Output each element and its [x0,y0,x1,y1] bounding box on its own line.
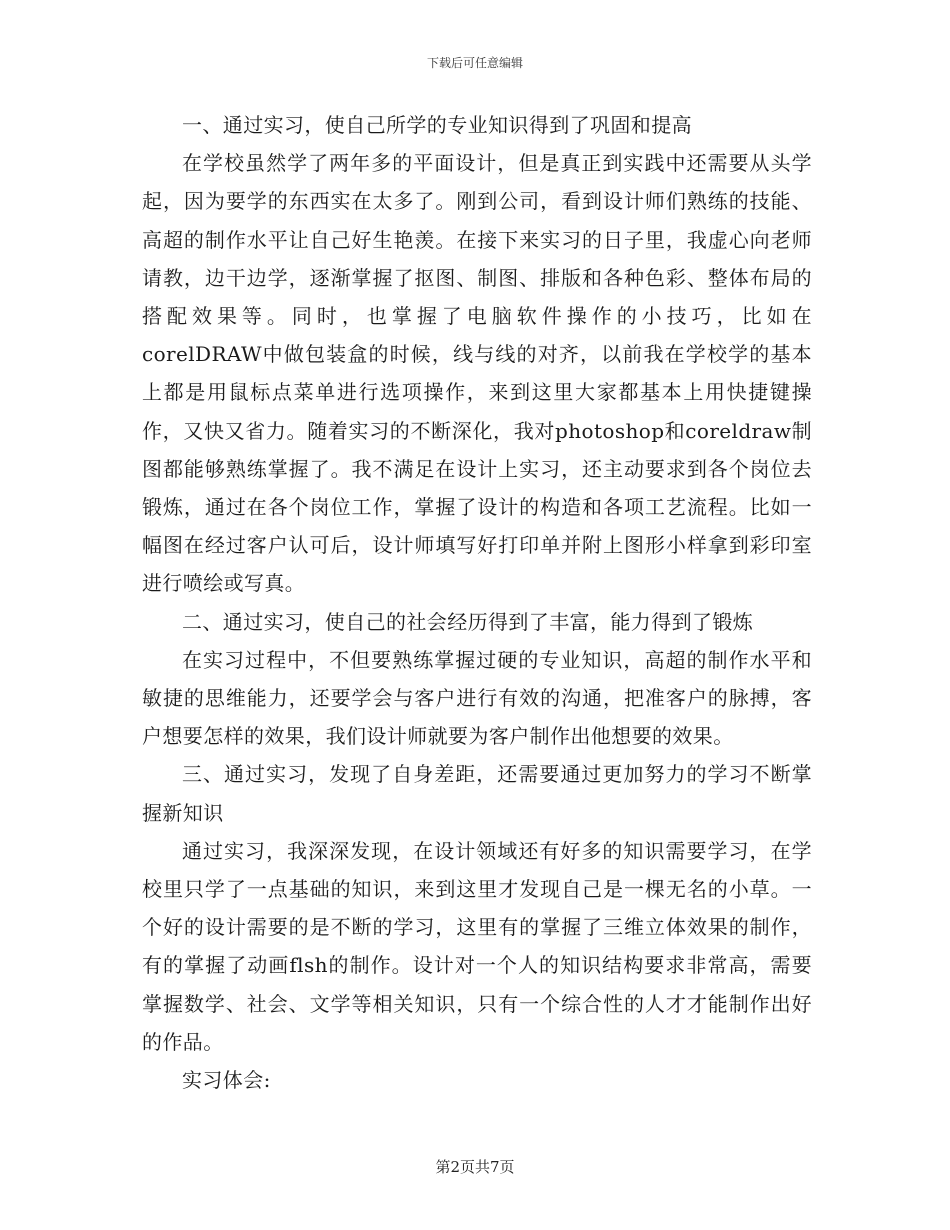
section-heading-3: 三、通过实习，发现了自身差距，还需要通过更加努力的学习不断掌握新知识 [142,762,812,825]
paragraph-3: 通过实习，我深深发现，在设计领域还有好多的知识需要学习，在学校里只学了一点基础的知识，来到这里才发现自己是一棵无名的小草。一个好的设计需要的是不断的学习，这里有的掌握了三维立体效果的制作，有的掌握了动画flsh的制作。设计对一个人的知识结构要求非常高，需要掌握数学、社会、文学等相关知识，只有一个综合性的人才才能制作出好的作品。 [142,838,812,1054]
section-heading-1: 一、通过实习，使自己所学的专业知识得到了巩固和提高 [182,113,692,137]
section-heading-4: 实习体会: [182,1068,271,1093]
paragraph-1: 在学校虽然学了两年多的平面设计，但是真正到实践中还需要从头学起，因为要学的东西实在太多了。刚到公司，看到设计师们熟练的技能、高超的制作水平让自己好生艳羡。在接下来实习的日子里，我虚心向老师请教，边干边学，逐渐掌握了抠图、制图、排版和各种色彩、整体布局的搭配效果等。同时，也掌握了电脑软件操作的小技巧，比如在corelDRAW中做包装盒的时候，线与线的对齐，以前我在学校学的基本上都是用鼠标点菜单进行选项操作，来到这里大家都基本上用快捷键操作，又快又省力。随着实习的不断深化，我对photoshop和coreldraw制图都能够熟练掌握了。我不满足在设计上实习，还主动要求到各个岗位去锻炼，通过在各个岗位工作，掌握了设计的构造和各项工艺流程。比如一幅图在经过客户认可后，设计师填写好打印单并附上图形小样拿到彩印室进行喷绘或写真。 [142,151,812,596]
section-heading-2: 二、通过实习，使自己的社会经历得到了丰富，能力得到了锻炼 [182,609,754,634]
paragraph-2: 在实习过程中，不但要熟练掌握过硬的专业知识，高超的制作水平和敏捷的思维能力，还要学会与客户进行有效的沟通，把准客户的脉搏，客户想要怎样的效果，我们设计师就要为客户制作出他想要的效果。 [142,647,812,749]
page-number: 第2页共7页 [435,1158,515,1176]
page-header-note: 下载后可任意编辑 [426,56,523,70]
document-body [142,106,812,1099]
